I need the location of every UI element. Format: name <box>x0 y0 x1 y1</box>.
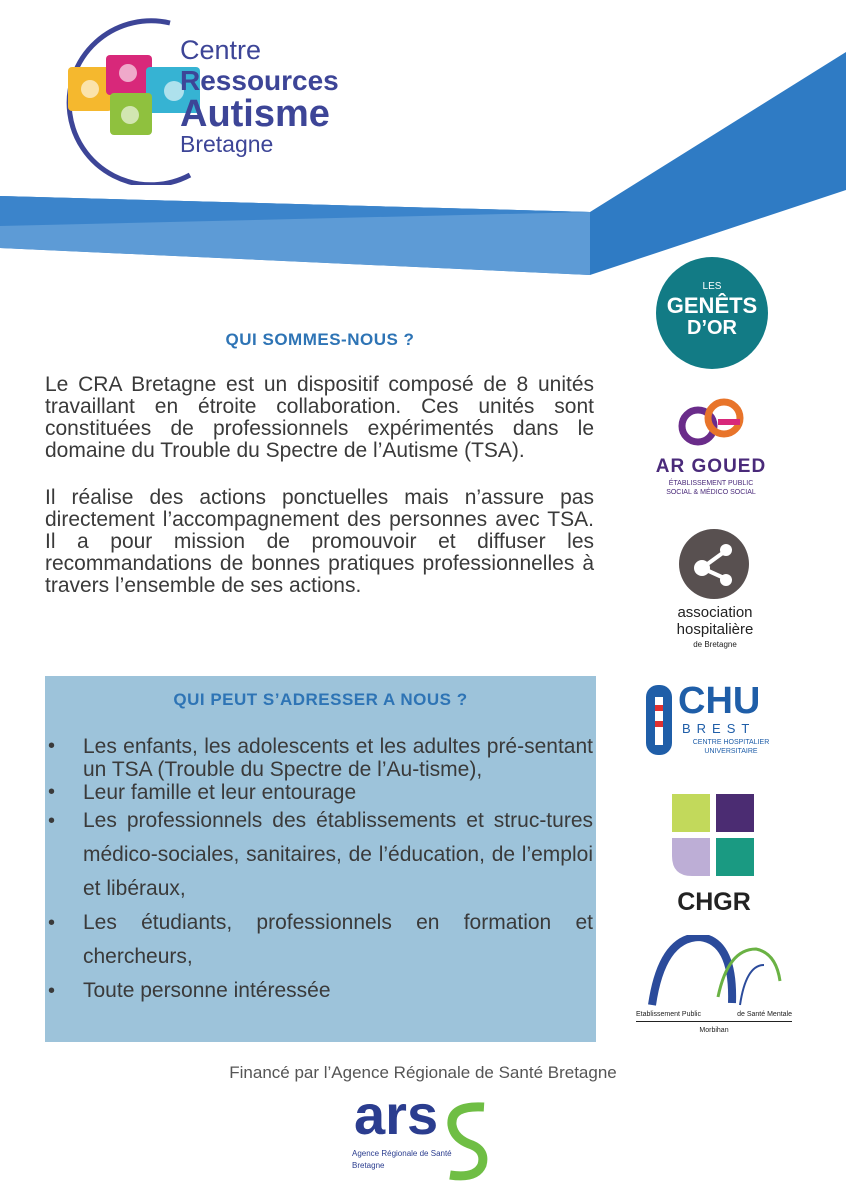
list-item: • Leur famille et leur entourage <box>48 781 593 804</box>
aht-line2: hospitalière <box>676 621 754 638</box>
list-item: • Les professionnels des établissements et struc-tures médico-sociales, sanitaires, de l’éducation, de l’emploi et libéraux, <box>48 804 593 906</box>
epsm-bottom: Morbihan <box>699 1027 729 1034</box>
aht-line3: de Bretagne <box>693 640 737 649</box>
epsm-logo <box>636 935 792 1045</box>
genets-line1: LES <box>702 281 722 292</box>
epsm-right: de Santé Mentale <box>737 1011 792 1018</box>
ar-goued-symbol-icon <box>674 392 748 450</box>
genets-line2: GENÊTS <box>666 293 758 318</box>
logo-line-ressources: Ressources <box>180 65 339 96</box>
list-item: • Les étudiants, professionnels en formation et chercheurs, <box>48 906 593 974</box>
paragraph-mission: Il réalise des actions ponctuelles mais n’assure pas directement l’accompagnement des personnes avec TSA. Il a pour mission de promouvoir et diffuser les recommandations de bonnes pratiques professionnelles à travers l’ensemble de ses actions. <box>45 486 594 597</box>
genets-line3: D’OR <box>687 317 737 339</box>
chu-city: BREST <box>682 721 756 736</box>
chu-brest-logo <box>644 680 784 763</box>
lighthouse-icon <box>644 683 674 758</box>
ar-goued-logo <box>646 392 776 502</box>
audience-list <box>48 735 593 1008</box>
ars-sub1: Agence Régionale de Santé <box>352 1149 452 1158</box>
epsm-arches-icon <box>648 935 788 1007</box>
ar-goued-name: AR GOUED <box>655 456 767 477</box>
logo-line-autisme: Autisme <box>180 93 330 135</box>
chgr-name: CHGR <box>677 888 751 916</box>
financed-by-text: Financé par l’Agence Régionale de Santé Bretagne <box>229 1063 617 1082</box>
genets-dor-logo <box>656 257 768 369</box>
chgr-logo <box>666 792 762 922</box>
paragraph-intro: Le CRA Bretagne est un dispositif composé de 8 unités travaillant en étroite collaboration. Ces unités sont constituées de professionnels expérimentés dans le domaine du Trouble du Spectre de l’Autisme (TSA). <box>45 373 594 462</box>
ars-sub2: Bretagne <box>352 1161 385 1170</box>
aht-logo <box>660 528 770 653</box>
logo-line-bretagne: Bretagne <box>180 131 274 157</box>
list-item: • Les enfants, les adolescents et les adultes pré-sentant un TSA (Trouble du Spectre de l’Au-tisme), <box>48 735 593 781</box>
chu-sub2: UNIVERSITAIRE <box>704 748 758 755</box>
chu-name: CHU <box>678 680 761 722</box>
chu-sub1: CENTRE HOSPITALIER <box>692 739 770 746</box>
ars-wordmark: ars <box>354 1083 439 1146</box>
epsm-left: Etablissement Public <box>636 1011 701 1018</box>
network-circle-icon <box>678 528 750 600</box>
chgr-shapes-icon <box>670 792 756 878</box>
ar-goued-sub1: ÉTABLISSEMENT PUBLIC <box>668 480 754 487</box>
ar-goued-sub2: SOCIAL & MÉDICO SOCIAL <box>666 489 756 496</box>
list-item: • Toute personne intéressée <box>48 974 593 1008</box>
cra-logo <box>60 15 380 185</box>
aht-line1: association <box>677 604 753 621</box>
epsm-divider <box>636 1021 792 1022</box>
section-title-who: QUI SOMMES-NOUS ? <box>225 330 415 349</box>
ars-logo <box>352 1083 502 1185</box>
logo-line-centre: Centre <box>180 35 262 65</box>
section-title-audience: QUI PEUT S’ADRESSER A NOUS ? <box>173 690 468 709</box>
